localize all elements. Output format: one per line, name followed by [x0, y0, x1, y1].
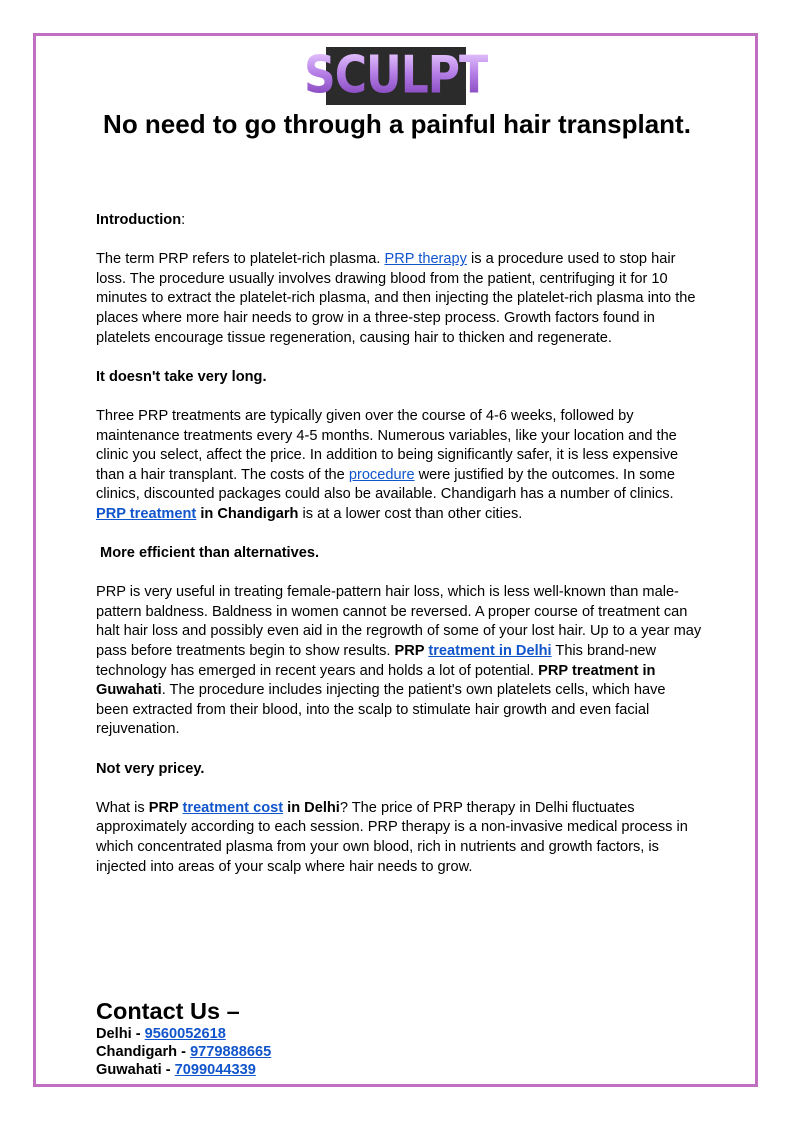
efficient-paragraph: PRP is very useful in treating female-pattern hair loss, which is less well-known than male-pattern baldness. Baldness in women cannot be reversed. A proper course of treatment can halt hair loss and possibly even aid in the regrowth of some of your lost hair. Up to a year may pass before treatments begin to show results. PRP treatment in Delhi This brand-new technology has emerged in recent years and holds a lot of potential. PRP treatment in Guwahati. The procedure includes injecting the patient's own platelets cells, which have been extracted from their blood, into the scalp to stimulate hair growth and even facial rejuvenation.	[96, 584, 702, 738]
section-heading-price: Not very pricey.	[96, 760, 205, 777]
contact-row-chandigarh: Chandigarh - 9779888665	[96, 1044, 272, 1060]
chandigarh-phone-link[interactable]: 9779888665	[190, 1044, 272, 1060]
procedure-link[interactable]: procedure	[348, 466, 415, 483]
intro-paragraph: The term PRP refers to platelet-rich plasma. PRP therapy is a procedure used to stop hair loss. The procedure usually involves drawing blood from the patient, centrifuging it for 10 minutes to extract the platelet-rich plasma, and then injecting the platelet-rich plasma into the places where more hair needs to grow in a three-step process. Growth factors found in platelets encourage tissue regeneration, causing hair to thicken and regenerate.	[96, 251, 696, 346]
logo-text: SCULPT	[304, 45, 489, 106]
sculpt-logo	[304, 45, 489, 106]
contact-heading: Contact Us –	[96, 998, 240, 1024]
article-body	[96, 211, 702, 897]
guwahati-phone-link[interactable]: 7099044339	[174, 1062, 256, 1078]
contact-row-guwahati: Guwahati - 7099044339	[96, 1062, 256, 1078]
treatment-in-delhi-link[interactable]: treatment in Delhi	[428, 643, 552, 660]
contact-row-delhi: Delhi - 9560052618	[96, 1026, 226, 1042]
treatment-cost-link[interactable]: treatment cost	[182, 799, 284, 816]
intro-heading: Introduction:	[96, 212, 186, 228]
prp-therapy-link[interactable]: PRP therapy	[384, 251, 467, 268]
prp-treatment-link[interactable]: PRP treatment	[96, 505, 197, 522]
page-title: No need to go through a painful hair transplant.	[103, 109, 691, 139]
duration-paragraph: Three PRP treatments are typically given over the course of 4-6 weeks, followed by maintenance treatments every 4-5 months. Numerous variables, like your location and the clinic you select, affect the price. In addition to being significantly safer, it is less expensive than a hair transplant. The costs of the procedure were justified by the outcomes. In some clinics, discounted packages could also be available. Chandigarh has a number of clinics. PRP treatment in Chandigarh is at a lower cost than other cities.	[96, 407, 679, 522]
section-heading-efficient: More efficient than alternatives.	[96, 545, 320, 562]
section-heading-duration: It doesn't take very long.	[96, 368, 267, 385]
price-paragraph: What is PRP treatment cost in Delhi? The price of PRP therapy in Delhi fluctuates approximately according to each session. PRP therapy is a non-invasive medical process in which concentrated plasma from your own blood, rich in nutrients and growth factors, is injected into areas of your scalp where hair needs to grow.	[96, 799, 688, 875]
contact-section	[96, 997, 696, 1079]
delhi-phone-link[interactable]: 9560052618	[144, 1026, 226, 1042]
